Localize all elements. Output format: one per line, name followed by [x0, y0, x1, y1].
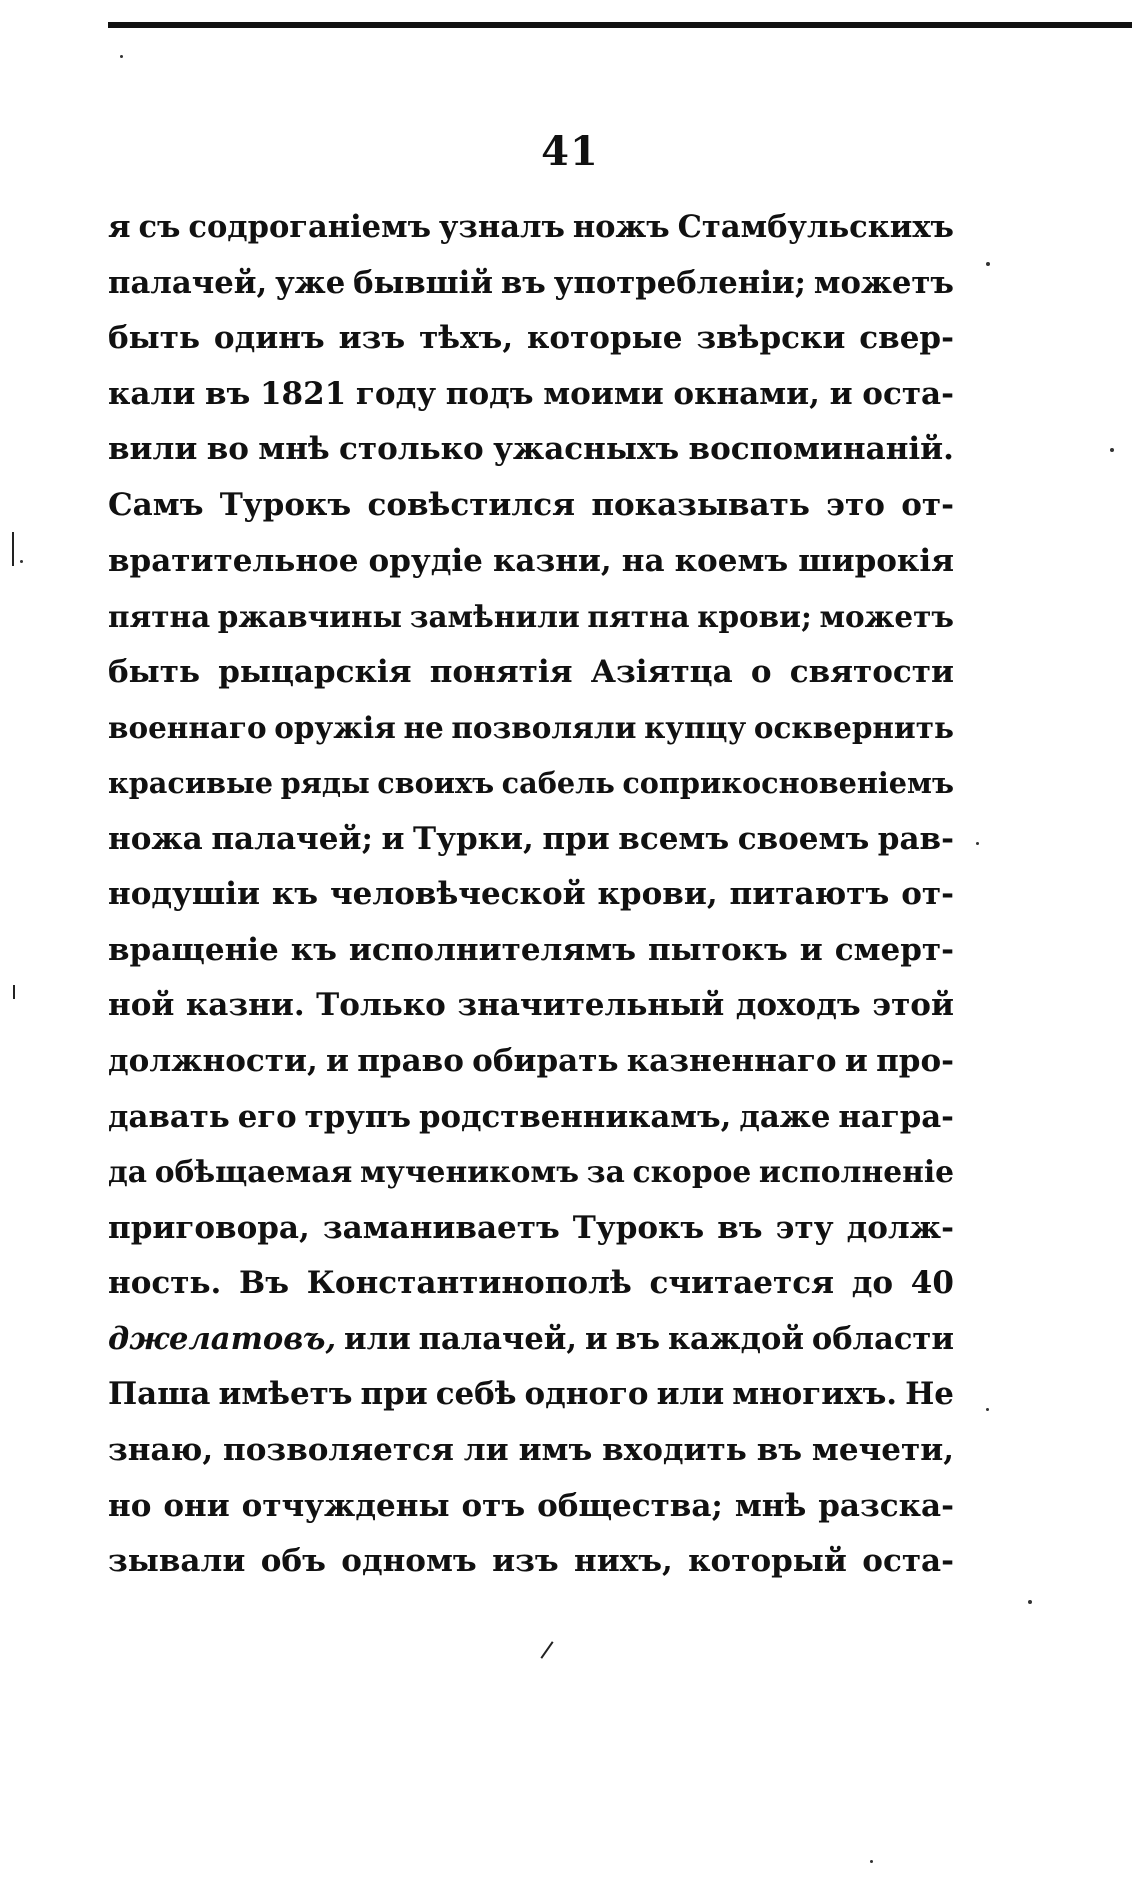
word: право	[357, 1042, 464, 1079]
word: питаютъ	[729, 876, 890, 913]
word: Не	[905, 1376, 954, 1413]
scan-mark	[13, 985, 15, 999]
word: кали	[108, 375, 196, 412]
word: Турки,	[413, 820, 534, 857]
word: да	[108, 1155, 148, 1191]
word: красивые	[108, 765, 274, 800]
word: на	[621, 542, 665, 579]
word: замѣнили	[409, 599, 580, 635]
word: изъ	[492, 1543, 559, 1580]
text-line	[108, 200, 954, 256]
word: рав-	[877, 820, 954, 857]
text-line	[108, 311, 954, 367]
word: от-	[901, 876, 954, 913]
word: можетъ	[819, 599, 954, 635]
text-line	[108, 367, 954, 423]
word: ной	[108, 987, 175, 1024]
word: знаю,	[108, 1432, 214, 1469]
word: купцу	[644, 710, 747, 746]
word: во	[206, 431, 249, 468]
word: исполнителямъ	[348, 931, 637, 968]
word: мнѣ	[734, 1487, 807, 1524]
word: области	[811, 1320, 954, 1357]
word: 1821	[259, 375, 347, 412]
word: отчуждены	[241, 1487, 450, 1524]
scan-speck	[986, 1408, 989, 1411]
word: пятна	[587, 599, 690, 635]
scan-speck	[1110, 448, 1114, 452]
word: многихъ.	[732, 1376, 898, 1413]
word: при	[360, 1376, 428, 1413]
text-line	[108, 645, 954, 701]
text-line	[108, 812, 954, 868]
word: оружія	[274, 710, 396, 746]
word: я	[108, 209, 131, 245]
word: моими	[543, 375, 664, 412]
scan-mark	[12, 532, 14, 566]
word: узналъ	[438, 209, 565, 245]
word: рыцарскія	[218, 653, 412, 690]
word: и	[381, 820, 405, 857]
word: значительный	[457, 987, 725, 1024]
word: орудіе	[368, 542, 483, 579]
word: ность.	[108, 1265, 222, 1302]
word: быть	[108, 320, 201, 357]
word: имъ	[518, 1432, 593, 1469]
scan-speck	[870, 1860, 873, 1863]
word: эту	[775, 1209, 834, 1246]
word: ножъ	[572, 209, 670, 245]
word: приговора,	[108, 1209, 310, 1246]
word: казни,	[492, 542, 612, 579]
word: въ	[615, 1320, 661, 1357]
word: палачей,	[418, 1320, 578, 1357]
word: обирать	[472, 1042, 619, 1079]
word: разска-	[818, 1487, 954, 1524]
word: которые	[527, 320, 683, 357]
word: считается	[649, 1265, 835, 1302]
word: зывали	[108, 1543, 246, 1580]
word: сабель	[501, 765, 615, 800]
word: въ	[204, 375, 251, 412]
text-line	[108, 1090, 954, 1146]
word: и	[325, 1042, 349, 1079]
word: изъ	[338, 320, 406, 357]
text-line	[108, 1201, 954, 1257]
text-line	[108, 256, 954, 312]
word: общества;	[537, 1487, 723, 1524]
word: за	[586, 1155, 625, 1191]
word: ли	[463, 1432, 509, 1469]
word: отъ	[461, 1487, 526, 1524]
word: давать	[108, 1098, 230, 1135]
text-line	[108, 478, 954, 534]
word: всемъ	[618, 820, 730, 857]
word: окнами,	[673, 375, 820, 412]
word: о	[750, 653, 772, 690]
word: оста-	[862, 1543, 954, 1580]
word: его	[237, 1098, 297, 1135]
text-line	[108, 589, 954, 645]
word: от-	[901, 486, 954, 523]
word: не	[403, 710, 444, 746]
text-line	[108, 867, 954, 923]
word: показывать	[591, 486, 810, 523]
word: столько	[339, 431, 484, 468]
word: казни.	[185, 987, 305, 1024]
word: 40	[910, 1265, 954, 1302]
word: палачей;	[211, 820, 373, 857]
word: про-	[876, 1042, 954, 1079]
word: совѣстился	[367, 486, 576, 523]
word: Стамбульскихъ	[677, 209, 954, 245]
word: въ	[717, 1209, 763, 1246]
word: и	[799, 931, 823, 968]
text-line	[108, 422, 954, 478]
word: Турокъ	[572, 1209, 705, 1246]
word: подъ	[445, 375, 534, 412]
text-line	[108, 1479, 954, 1535]
word: даже	[739, 1098, 831, 1135]
word: въ	[756, 1432, 803, 1469]
body-text	[108, 200, 954, 1590]
word: содроганіемъ	[188, 209, 431, 245]
word: коемъ	[674, 542, 789, 579]
word: крови;	[697, 599, 812, 635]
word: пытокъ	[647, 931, 788, 968]
text-line	[108, 1367, 954, 1423]
word: они	[163, 1487, 230, 1524]
scan-speck	[1028, 1600, 1032, 1604]
word: къ	[271, 876, 319, 913]
word: Турокъ	[219, 486, 352, 523]
word: скорое	[632, 1155, 752, 1191]
word: осквернить	[753, 710, 954, 746]
word: награ-	[838, 1098, 954, 1135]
word: крови,	[597, 876, 718, 913]
word: широкія	[798, 542, 954, 579]
word: себѣ	[435, 1376, 517, 1413]
word: ужасныхъ	[493, 431, 680, 468]
word: до	[851, 1265, 894, 1302]
text-line	[108, 1034, 954, 1090]
word: входить	[602, 1432, 747, 1469]
word: съ	[138, 209, 181, 245]
word: можетъ	[813, 264, 954, 301]
text-line	[108, 756, 954, 812]
word: ряды	[280, 765, 370, 800]
word: своемъ	[737, 820, 870, 857]
word: своихъ	[377, 765, 495, 800]
text-line	[108, 978, 954, 1034]
scan-speck	[976, 842, 979, 845]
word: Паша	[108, 1376, 211, 1413]
word: мученикомъ	[360, 1155, 579, 1191]
word: мнѣ	[258, 431, 330, 468]
word: палачей,	[108, 264, 268, 301]
word: оста-	[862, 375, 954, 412]
scan-speck	[986, 262, 990, 266]
word: быть	[108, 653, 201, 690]
word: но	[108, 1487, 152, 1524]
word: вили	[108, 431, 198, 468]
word: звѣрски	[696, 320, 846, 357]
text-line	[108, 923, 954, 979]
top-rule	[108, 22, 1132, 28]
word: человѣческой	[329, 876, 586, 913]
word: одного	[524, 1376, 649, 1413]
word: вращеніе	[108, 931, 279, 968]
word: Азіятца	[590, 653, 733, 690]
text-line	[108, 1534, 954, 1590]
word: казненнаго	[626, 1042, 837, 1079]
word: Константинополѣ	[306, 1265, 632, 1302]
word: смерт-	[834, 931, 954, 968]
word: воспоминаній.	[688, 431, 954, 468]
word: вратительное	[108, 542, 359, 579]
word: каждой	[668, 1320, 804, 1357]
word: позволяли	[451, 710, 637, 746]
word: нихъ,	[574, 1543, 673, 1580]
word: имѣетъ	[218, 1376, 353, 1413]
word: ножа	[108, 820, 203, 857]
word: военнаго	[108, 710, 267, 746]
text-line	[108, 534, 954, 590]
word: году	[355, 375, 437, 412]
word: пятна	[108, 599, 211, 635]
word: исполненіе	[758, 1155, 954, 1191]
text-line	[108, 1256, 954, 1312]
word: Въ	[239, 1265, 289, 1302]
word: долж-	[846, 1209, 954, 1246]
text-line	[108, 1312, 954, 1368]
word: этой	[872, 987, 954, 1024]
word: объ	[260, 1543, 326, 1580]
word: ржавчины	[217, 599, 403, 635]
word: должности,	[108, 1042, 318, 1079]
word: Самъ	[108, 486, 204, 523]
word: или	[343, 1320, 411, 1357]
word: и	[829, 375, 853, 412]
word: въ	[500, 264, 546, 301]
word: или	[656, 1376, 725, 1413]
page-number: 41	[541, 128, 599, 175]
word: соприкосновеніемъ	[622, 765, 954, 800]
word: уже	[275, 264, 346, 301]
word: трупъ	[304, 1098, 412, 1135]
word: нодушіи	[108, 876, 260, 913]
word: одинъ	[213, 320, 325, 357]
word: свер-	[859, 320, 954, 357]
word: заманиваетъ	[322, 1209, 560, 1246]
scan-speck	[20, 560, 23, 563]
word: при	[542, 820, 610, 857]
text-line	[108, 700, 954, 756]
word: мечети,	[811, 1432, 954, 1469]
word: понятія	[429, 653, 573, 690]
word: и	[844, 1042, 868, 1079]
word: бывшій	[353, 264, 493, 301]
word: употребленіи;	[553, 264, 806, 301]
word: одномъ	[341, 1543, 477, 1580]
text-line	[108, 1145, 954, 1201]
word: святости	[789, 653, 954, 690]
word: тѣхъ,	[419, 320, 514, 357]
word: джелатовъ,	[108, 1320, 337, 1357]
scan-speck	[120, 55, 123, 58]
word: обѣщаемая	[154, 1155, 353, 1191]
word: доходъ	[735, 987, 861, 1024]
word: Только	[316, 987, 446, 1024]
word: и	[584, 1320, 608, 1357]
word: который	[688, 1543, 847, 1580]
word: родственникамъ,	[419, 1098, 732, 1135]
word: позволяется	[223, 1432, 454, 1469]
scan-mark	[540, 1641, 553, 1659]
text-line	[108, 1423, 954, 1479]
word: это	[826, 486, 885, 523]
word: къ	[290, 931, 337, 968]
